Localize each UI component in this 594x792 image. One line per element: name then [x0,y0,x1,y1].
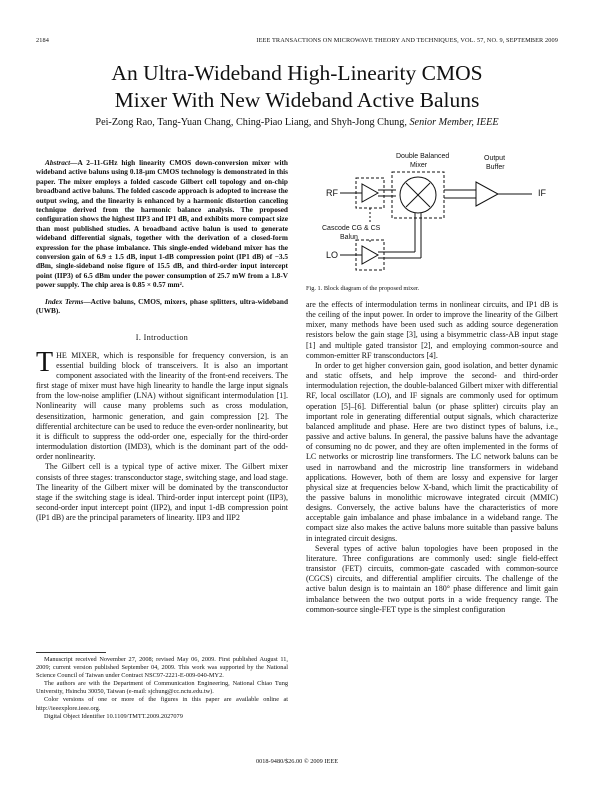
page-number: 2184 [36,37,49,44]
right-column [306,300,558,615]
footnotes [36,656,288,721]
intro-paragraph-1 [36,346,288,463]
title-line-2: Mixer With New Wideband Active Baluns [114,88,480,112]
block-diagram-figure [300,150,570,282]
author-names: Pei-Zong Rao, Tang-Yuan Chang, Ching-Piao Liang, and Shyh-Jong Chung, [95,117,407,128]
right-paragraph-2: In order to get higher conversion gain, good isolation, and better dynamic and static offsets, and help improve the second- and third-order intermodulation rejection, the double-balanced Gilbert mixer with differential RF, local oscillator (LO), and IF signals are commonly used for optimum operation [5]–[6]. Differential balun (or phase splitter) circuits play an important role in generating differential output signals, which characterize balanced amplitude and phase. Here are two distinct types of baluns, i.e., passive and active baluns. In general, the passive baluns have the advantage of consuming no dc power, and they are often implemented in the forms of LC networks or microstrip line transformers. The LC network baluns can be used in narrowband and the microstrip line transformers in wideband applications. However, both of them are lossy and expensive for larger physical size at frequencies below X-band, which limit the practicability of the passive baluns in monolithic microwave integrated circuit (MMIC) designs. Conversely, the active baluns have the characteristics of more acceptable gain imbalance and phase imbalance in a wideband range. The compact size also makes the active baluns more suitable than passive baluns in integrated circuit designs. [306,360,558,543]
paper-title [30,60,564,114]
label-balun: Balun [340,234,358,241]
label-if: IF [538,188,546,198]
right-paragraph-1: are the effects of intermodulation terms in nonlinear circuits, and IP1 dB is the ceiling of the input power. In order to improve the linearity of the Gilbert mixer, many methods have been used such as adding source degeneration resistors below the gain stage [3], using a bisymmetric class-AB input stage [1] and multiple gated transistor [2], and employing common-source and common-emitter RF transconductors [4]. [306,300,558,360]
label-lo: LO [326,250,339,260]
figure-caption: Fig. 1. Block diagram of the proposed mixer. [306,285,420,292]
index-terms [36,297,288,316]
lo-balun-triangle [362,246,378,264]
footnote-manuscript: Manuscript received November 27, 2008; revised May 06, 2009. First published August 11, 2009; current version published September 04, 2009. This work was supported by the National Science Council of Taiwan under Contract NSC97-2221-E-009-040-MY2. [36,656,288,680]
footnote-color: Color versions of one or more of the figures in this paper are available online at http://ieeexplore.ieee.org. [36,696,288,712]
abstract-text: —A 2–11-GHz high linearity CMOS down-conversion mixer with wideband active baluns using 0.18-μm CMOS technology is demonstrated in this paper. The mixer employs a folded cascode Gilbert cell topology and on-chip broadband active baluns. The folded cascode approach is adopted to increase the output swing, and the linearity is enhanced by a harmonic distortion canceling technique derived from the harmonic balance analysis. The proposed configuration shows the highest IIP3 and IP1 dB, and exhibits more compact size than most published studies. A broadband active balun is used to generate wideband differential signals, together with the derivation of a closed-form expression for the phase imbalance. This single-ended wideband mixer has the conversion gain of 6.9 ± 1.5 dB, input 1-dB compression point (IP1 dB) of −3.5 dBm, single-sideband noise figure of 15.5 dB, and third-order input intercept point (IIP3) of 6.5 dBm under the power consumption of 25.7 mW from a 1.8-V power supply. The chip area is 0.85 × 0.57 mm². [36,158,288,290]
title-line-1: An Ultra-Wideband High-Linearity CMOS [111,61,483,85]
section-heading: I. Introduction [135,332,189,342]
label-rf: RF [326,188,338,198]
footnote-affiliation: The authors are with the Department of Communication Engineering, National Chiao Tung University, Hsinchu 30050, Taiwan (e-mail: sjchung@cc.nctu.edu.tw). [36,680,288,696]
left-column [36,158,288,523]
copyright-line: 0018-9480/$26.00 © 2009 IEEE [255,758,339,765]
label-output: Output [484,155,506,162]
author-list [30,117,564,128]
footnote-doi: Digital Object Identifier 10.1109/TMTT.2009.2027079 [44,712,183,720]
index-terms-text: —Active baluns, CMOS, mixers, phase splitters, ultra-wideband (UWB). [36,296,289,316]
intro-paragraph-2: The Gilbert cell is a typical type of active mixer. The Gilbert mixer consists of three stages: transconductor stage, switching stage, and load stage. The linearity of the Gilbert mixer will be dominated by the transconductor stage if the switching stage is ideal. Third-order input intercept point (IIP3), second-order input intercept point (IIP2), and input 1-dB compression point (IP1 dB) are the principal parameters of linearity. IIP3 and IIP2 [36,462,288,523]
label-double-balanced: Double Balanced [396,153,450,160]
index-terms-label: Index Terms [45,296,84,306]
right-paragraph-3: Several types of active balun topologies have been proposed in the literature. Three configurations are commonly used: single field-effect transistor (FET) circuits, common-gate cascaded with common-source (CGCS) circuits, and differential amplifier circuits. The challenge of the active balun design is to maintain an 180° phase difference and limit gain imbalance between the two output ports in a wide frequency range. The common-source single-FET type is the simplest configuration [306,543,558,614]
footnote-rule [36,652,106,653]
drop-cap: T [36,346,54,378]
label-cascode: Cascode CG & CS [322,225,381,232]
author-membership: Senior Member, IEEE [409,117,499,128]
output-buffer-triangle [476,182,498,206]
label-mixer: Mixer [410,162,428,169]
label-buffer: Buffer [486,164,505,171]
intro-paragraph-1-text: HE MIXER, which is responsible for frequency conversion, is an essential building block of transceivers. It is also an important component associated with the linearity of the front-end receivers. The first stage of mixer must have high linearity to handle the large input signals from the low-noise amplifier (LNA) without significant intermodulation [1]. Nonlinearity will cause many problems such as cross modulation, desensitization, harmonic generation, and gain compression [2]. The differential architecture can be used to reduce the even-order nonlinearity, but it is difficult to suppress the odd-order one, especially for the third-order intermodulation distortion (IMD3), which is the dominant part of the odd-order nonlinearity. [36,350,288,462]
abstract [36,158,288,290]
abstract-label: Abstract [45,158,71,167]
running-header: IEEE TRANSACTIONS ON MICROWAVE THEORY AND TECHNIQUES, VOL. 57, NO. 9, SEPTEMBER 2009 [256,37,558,44]
rf-balun-triangle [362,184,378,202]
